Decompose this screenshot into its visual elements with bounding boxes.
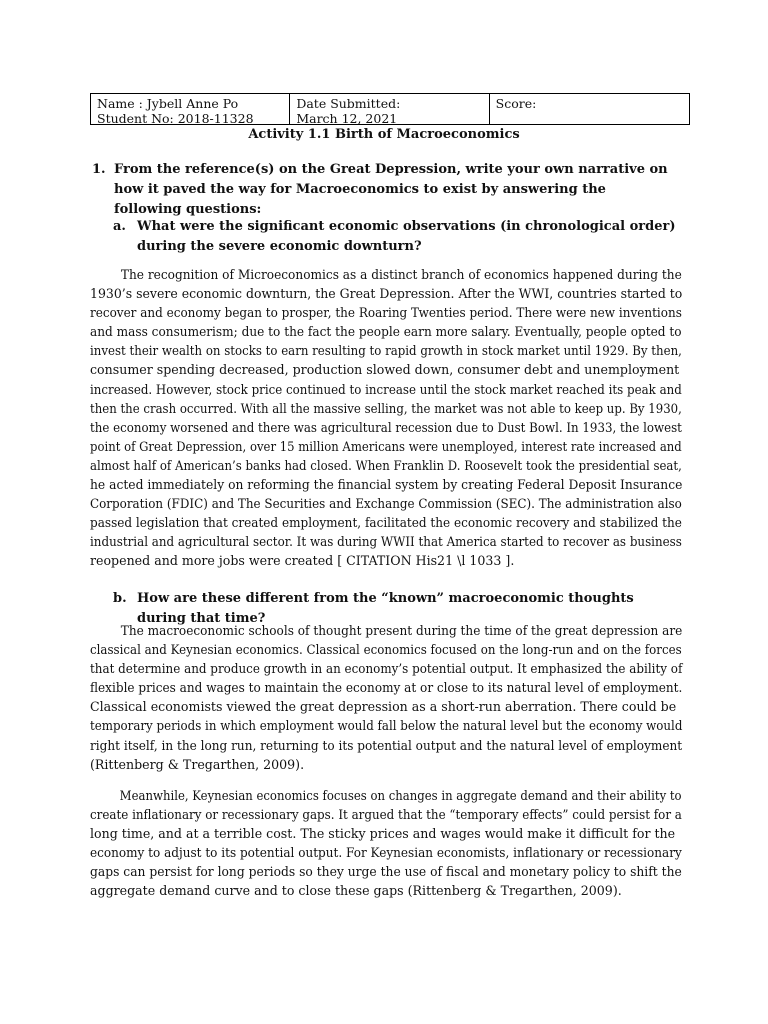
question-1-number: 1. — [92, 162, 106, 177]
question-a-text: What were the significant economic observations (in chronological order) during the severe economic downturn? — [137, 219, 676, 254]
student-info-cell — [91, 94, 290, 124]
paragraph-line: Classical economists viewed the great depression as a short-run aberration. There could be — [90, 699, 677, 715]
paragraph-line: consumer spending decreased, production slowed down, consumer debt and unemployment — [90, 362, 680, 378]
paragraph-line: recover and economy began to prosper, the Roaring Twenties period. There were new inventions — [90, 305, 682, 321]
score-label: Score: — [495, 96, 537, 111]
paragraph-line: right itself, in the long run, returning to its potential output and the natural level of employment — [90, 737, 683, 753]
paragraph-line: increased. However, stock price continued to increase until the stock market reached its peak and — [90, 381, 682, 397]
paragraph-line: The macroeconomic schools of thought present during the time of the great depression are — [90, 623, 683, 638]
answer-a-paragraph — [90, 265, 682, 571]
paragraph-line: point of Great Depression, over 15 million Americans were unemployed, interest rate increased and — [90, 438, 682, 454]
answer-b-paragraph-1 — [90, 621, 682, 774]
paragraph-line: flexible prices and wages to maintain the economy at or close to its natural level of employment. — [90, 680, 683, 696]
paragraph-line: 1930’s severe economic downturn, the Great Depression. After the WWI, countries started to — [90, 286, 683, 302]
page-title: Activity 1.1 Birth of Macroeconomics — [248, 127, 520, 142]
paragraph-line: temporary periods in which employment would fall below the natural level but the economy would — [90, 718, 683, 734]
paragraph-line: invest their wealth on stocks to earn resulting to rapid growth in stock market until 1929. By then, — [90, 343, 682, 359]
paragraph-line: aggregate demand curve and to close these gaps (Rittenberg & Tregarthen, 2009). — [90, 883, 622, 899]
paragraph-line: and mass consumerism; due to the fact the people earn more salary. Eventually, people opted to — [90, 324, 682, 340]
question-1 — [92, 160, 672, 220]
date-label: Date Submitted: — [296, 96, 401, 111]
question-a-letter: a. — [113, 219, 126, 234]
paragraph-line: almost half of American’s banks had closed. When Franklin D. Roosevelt took the presidential seat, — [90, 457, 682, 473]
student-name: Name : Jybell Anne Po — [97, 96, 239, 111]
paragraph-line: industrial and agricultural sector. It was during WWII that America started to recover as business — [90, 534, 682, 550]
paragraph-line: passed legislation that created employment, facilitated the economic recovery and stabilized the — [90, 515, 682, 531]
paragraph-line: the economy worsened and there was agricultural recession due to Dust Bowl. In 1933, the lowest — [90, 419, 682, 435]
paragraph-line: reopened and more jobs were created [ CITATION His21 \l 1033 ]. — [90, 553, 515, 569]
paragraph-line: then the crash occurred. With all the massive selling, the market was not able to keep up. By 1930, — [90, 400, 682, 416]
question-b-text: How are these different from the “known” macroeconomic thoughts during that time? — [137, 591, 634, 626]
paragraph-line: long time, and at a terrible cost. The sticky prices and wages would make it difficult for the — [90, 826, 676, 842]
paragraph-line: create inflationary or recessionary gaps. It argued that the “temporary effects” could persist for a — [90, 807, 682, 823]
question-b-letter: b. — [113, 591, 127, 606]
score-cell — [490, 94, 689, 124]
paragraph-line: Meanwhile, Keynesian economics focuses on changes in aggregate demand and their ability to — [90, 788, 682, 803]
paragraph-line: classical and Keynesian economics. Classical economics focused on the long-run and on the forces — [90, 642, 682, 658]
question-a — [113, 217, 678, 257]
paragraph-line: economy to adjust to its potential output. For Keynesian economists, inflationary or recessionary — [90, 845, 682, 861]
date-value: March 12, 2021 — [296, 111, 398, 126]
paragraph-line: (Rittenberg & Tregarthen, 2009). — [90, 756, 305, 772]
answer-b-paragraph-2 — [90, 786, 682, 901]
question-1-text: From the reference(s) on the Great Depression, write your own narrative on how it paved the way for Macroeconomics to exist by answering the following questions: — [114, 162, 668, 217]
paragraph-line: gaps can persist for long periods so they urge the use of fiscal and monetary policy to shift the — [90, 864, 682, 880]
paragraph-line: that determine and produce growth in an economy’s potential output. It emphasized the ability of — [90, 661, 683, 677]
student-number: Student No: 2018-11328 — [97, 111, 254, 126]
date-cell — [290, 94, 489, 124]
header-table — [90, 93, 690, 125]
paragraph-line: Corporation (FDIC) and The Securities and Exchange Commission (SEC). The administration also — [90, 496, 682, 512]
paragraph-line: he acted immediately on reforming the financial system by creating Federal Deposit Insurance — [90, 477, 683, 493]
paragraph-line: The recognition of Microeconomics as a distinct branch of economics happened during the — [90, 267, 682, 282]
